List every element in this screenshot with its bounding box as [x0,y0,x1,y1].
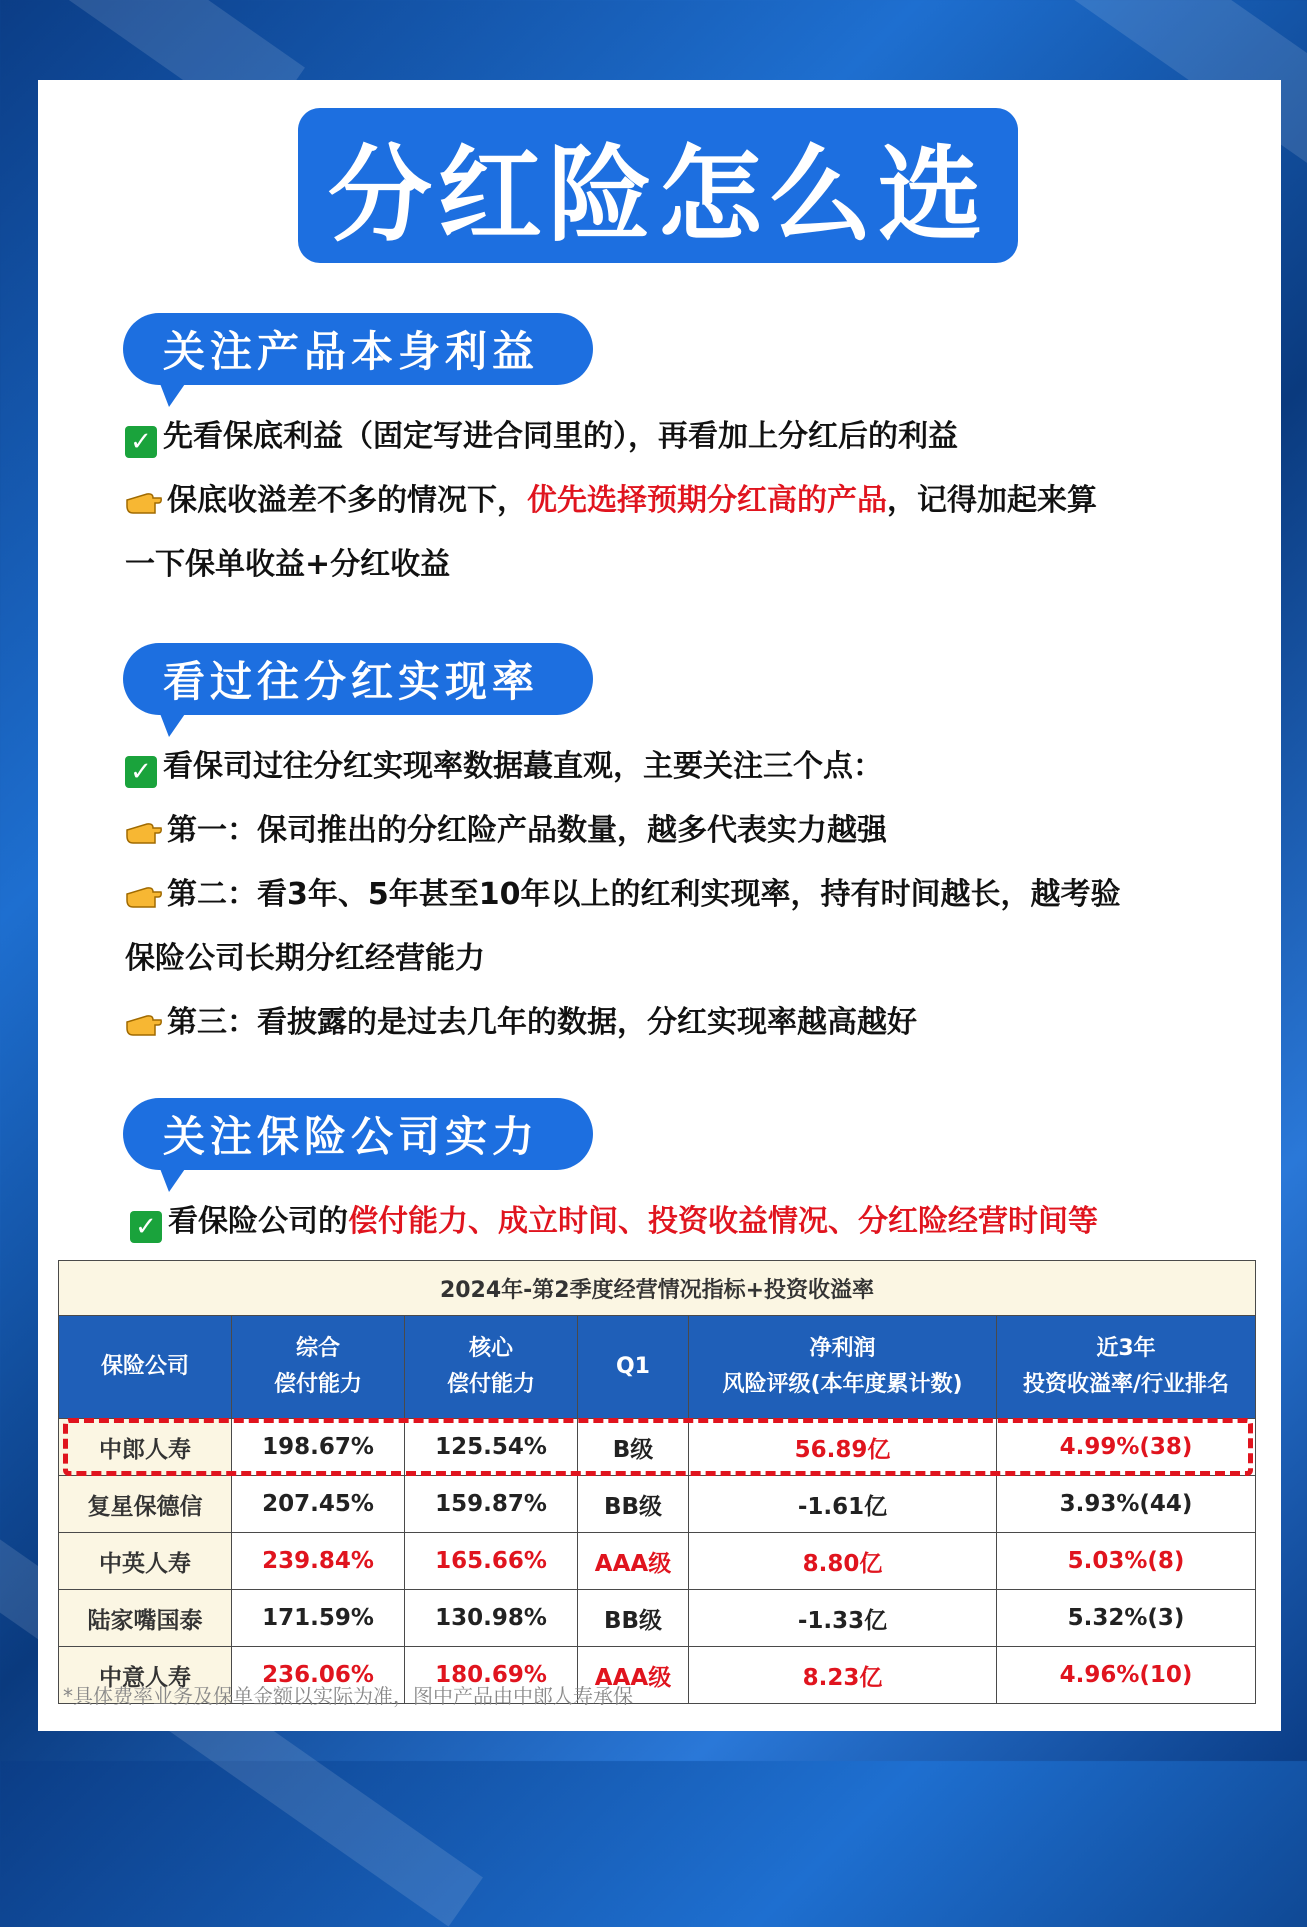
cell-invest: 5.32%(3) [997,1590,1256,1647]
line-text: ，记得加起来算 [887,483,1097,518]
bullet-line [125,735,1235,799]
pointing-hand-icon [125,880,163,910]
cell-q1: BB级 [578,1476,689,1533]
cell-invest: 4.99%(38) [997,1419,1256,1476]
bullet-line [125,991,1235,1055]
table-row [59,1590,1256,1647]
cell-comprehensive: 239.84% [232,1533,405,1590]
cell-q1: AAA级 [578,1647,689,1704]
bullet-line [125,799,1235,863]
content-card [38,80,1281,1731]
table-row [59,1476,1256,1533]
cell-core: 159.87% [405,1476,578,1533]
cell-comprehensive: 207.45% [232,1476,405,1533]
section-heading-label: 关注产品本身利益 [163,327,540,376]
table-row [59,1533,1256,1590]
bullet-line-continuation [125,533,1235,597]
cell-invest: 5.03%(8) [997,1533,1256,1590]
cell-comprehensive: 171.59% [232,1590,405,1647]
line-highlight: 偿付能力、成立时间、投资收益情况、分红险经营时间等 [348,1204,1098,1239]
footnote: *具体费率业务及保单金额以实际为准，图中产品由中郎人寿承保 [63,1684,633,1708]
section-heading-label: 看过往分红实现率 [163,657,540,706]
cell-core: 180.69% [405,1647,578,1704]
bullet-line [125,405,1235,469]
line-highlight: 优先选择预期分红高的产品 [527,483,887,518]
header-investment-yield: 近3年 投资收溢率/行业排名 [997,1316,1256,1419]
header-q1: Q1 [578,1316,689,1419]
check-icon: ✓ [130,1211,162,1243]
pointing-hand-icon [125,486,163,516]
cell-q1: BB级 [578,1590,689,1647]
cell-invest: 4.96%(10) [997,1647,1256,1704]
cell-company: 中意人寿 [59,1647,232,1704]
cell-profit: -1.33亿 [689,1590,997,1647]
cell-invest: 3.93%(44) [997,1476,1256,1533]
cell-company: 中英人寿 [59,1533,232,1590]
cell-comprehensive: 198.67% [232,1419,405,1476]
table-caption: 2024年-第2季度经营情况指标+投资收溢率 [59,1261,1256,1316]
line-text: 看保司过往分红实现率数据蕞直观，主要关注三个点： [163,749,883,784]
line-text: 先看保底利益（固定写进合同里的），再看加上分红后的利益 [163,419,958,454]
cell-company: 陆家嘴国泰 [59,1590,232,1647]
company-metrics-table [58,1260,1256,1704]
line-text: 保底收溢差不多的情况下， [167,483,527,518]
line-text: 看保险公司的 [168,1204,348,1239]
bullet-line [125,863,1235,927]
line-text: 第二：看3年、5年甚至10年以上的红利实现率，持有时间越长，越考验 [167,877,1121,912]
cell-profit: 8.23亿 [689,1647,997,1704]
bullet-line [125,469,1235,533]
line-text: 保险公司长期分红经营能力 [125,941,485,976]
table-row [59,1419,1256,1476]
header-company: 保险公司 [59,1316,232,1419]
section-heading-label: 关注保险公司实力 [163,1112,540,1161]
cell-core: 165.66% [405,1533,578,1590]
cell-company: 复星保德信 [59,1476,232,1533]
header-core-solvency: 核心 偿付能力 [405,1316,578,1419]
cell-profit: 56.89亿 [689,1419,997,1476]
table-header-row [59,1316,1256,1419]
bullet-line [130,1190,1240,1254]
line-text: 第三：看披露的是过去几年的数据，分红实现率越高越好 [167,1005,917,1040]
pointing-hand-icon [125,816,163,846]
check-icon: ✓ [125,756,157,788]
table-caption-row [59,1261,1256,1316]
header-net-profit: 净利润 风险评级(本年度累计数) [689,1316,997,1419]
line-text: 第一：保司推出的分红险产品数量，越多代表实力越强 [167,813,887,848]
cell-profit: -1.61亿 [689,1476,997,1533]
pointing-hand-icon [125,1008,163,1038]
header-comprehensive-solvency: 综合 偿付能力 [232,1316,405,1419]
bullet-line-continuation [125,927,1235,991]
check-icon: ✓ [125,426,157,458]
page-title: 分红险怎么选 [327,133,988,256]
cell-q1: AAA级 [578,1533,689,1590]
cell-q1: B级 [578,1419,689,1476]
section-heading-product-benefit [123,313,593,385]
section-heading-company-strength [123,1098,593,1170]
section-heading-dividend-rate [123,643,593,715]
cell-company: 中郎人寿 [59,1419,232,1476]
cell-comprehensive: 236.06% [232,1647,405,1704]
cell-profit: 8.80亿 [689,1533,997,1590]
cell-core: 130.98% [405,1590,578,1647]
page-title-banner [298,108,1018,263]
line-text: 一下保单收益+分红收益 [125,547,451,582]
cell-core: 125.54% [405,1419,578,1476]
